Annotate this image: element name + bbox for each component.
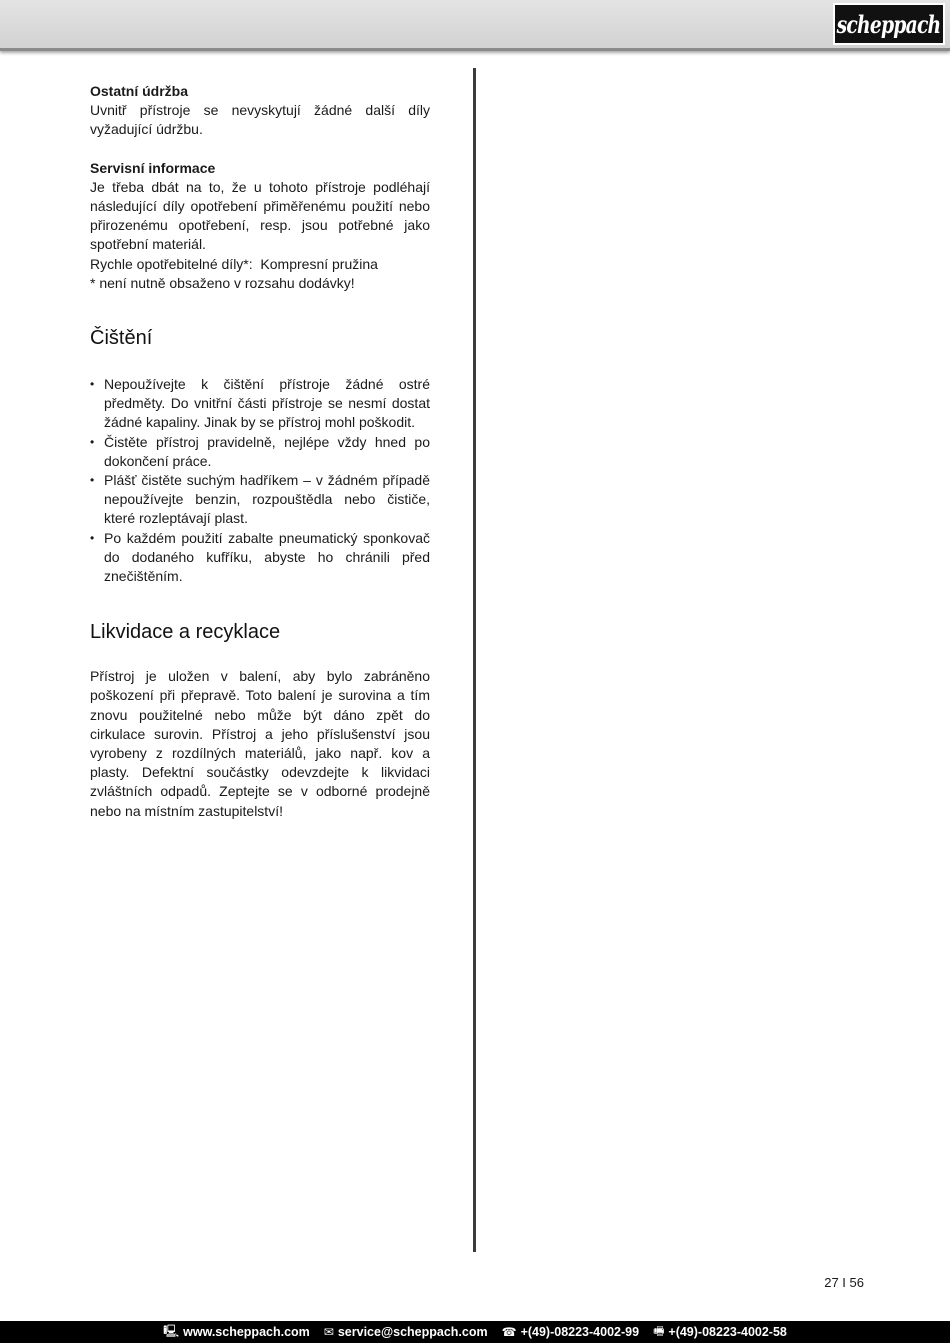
fax-icon: 🖷 — [653, 1323, 665, 1338]
service-heading: Servisní informace — [90, 159, 216, 176]
delivery-note: * není nutně obsaženo v rozsahu dodávky! — [90, 274, 355, 291]
website-link[interactable]: www.scheppach.com — [183, 1325, 310, 1339]
footer-website[interactable] — [163, 1322, 310, 1343]
maintenance-heading: Ostatní údržba — [90, 83, 189, 99]
maintenance-text: Uvnitř přístroje se nevyskytují žádné další díly vyžadující údržbu. — [90, 102, 430, 138]
page-number: 27 I 56 — [824, 1275, 864, 1290]
disposal-text: Přístroj je uložen v balení, aby bylo zabráněno poškození při přepravě. Toto balení je surovina a tím znovu použitelné nebo může být dáno zpět do cirkulace surovin. Přístroj a jeho příslušenství jsou vyrobeny z rozdílných materiálů, jako např. kov a plasty. Defektní součástky odevzdejte k likvidaci zvláštních odpadů. Zeptejte se v odborné prodejně nebo na místním zastupitelství! — [90, 668, 430, 819]
phone-icon: ☎ — [501, 1325, 517, 1339]
email-link[interactable]: service@scheppach.com — [337, 1325, 488, 1339]
cleaning-list — [90, 375, 430, 586]
list-item: • Plášť čistěte suchým hadříkem – v žádném případě nepoužívejte benzin, rozpouštědla nebo čističe, které rozleptávají plast. — [90, 471, 430, 529]
fax-number: +(49)-08223-4002-58 — [668, 1325, 787, 1339]
cleaning-heading: Čištění — [90, 327, 153, 350]
phone-number: +(49)-08223-4002-99 — [520, 1325, 640, 1339]
computer-icon: 🖳 — [163, 1323, 180, 1338]
footer-phone — [502, 1325, 639, 1339]
wear-parts-text: Rychle opotřebitelné díly*: Kompresní pružina — [90, 255, 378, 272]
service-text: Je třeba dbát na to, že u tohoto přístroje podléhají následující díly opotřebení přiměřenému použití nebo přirozenému opotřebení, resp. jsou potřebné jako spotřební materiál. — [90, 178, 430, 253]
header-bar — [0, 0, 950, 51]
email-icon: ✉ — [323, 1325, 334, 1339]
brand-logo: scheppach — [833, 3, 945, 45]
left-column — [90, 82, 430, 821]
column-divider — [473, 68, 476, 1252]
list-item: • Čistěte přístroj pravidelně, nejlépe vždy hned po dokončení práce. — [90, 433, 430, 471]
footer-bar — [0, 1321, 950, 1343]
list-item: • Po každém použití zabalte pneumatický sponkovač do dodaného kufříku, abyste ho chránili před znečištěním. — [90, 529, 430, 587]
footer-email[interactable] — [324, 1325, 488, 1339]
footer-fax — [653, 1322, 787, 1343]
list-item: • Nepoužívejte k čištění přístroje žádné ostré předměty. Do vnitřní části přístroje se nesmí dostat žádné kapaliny. Jinak by se přístroj mohl poškodit. — [90, 375, 430, 433]
disposal-heading: Likvidace a recyklace — [90, 621, 281, 644]
